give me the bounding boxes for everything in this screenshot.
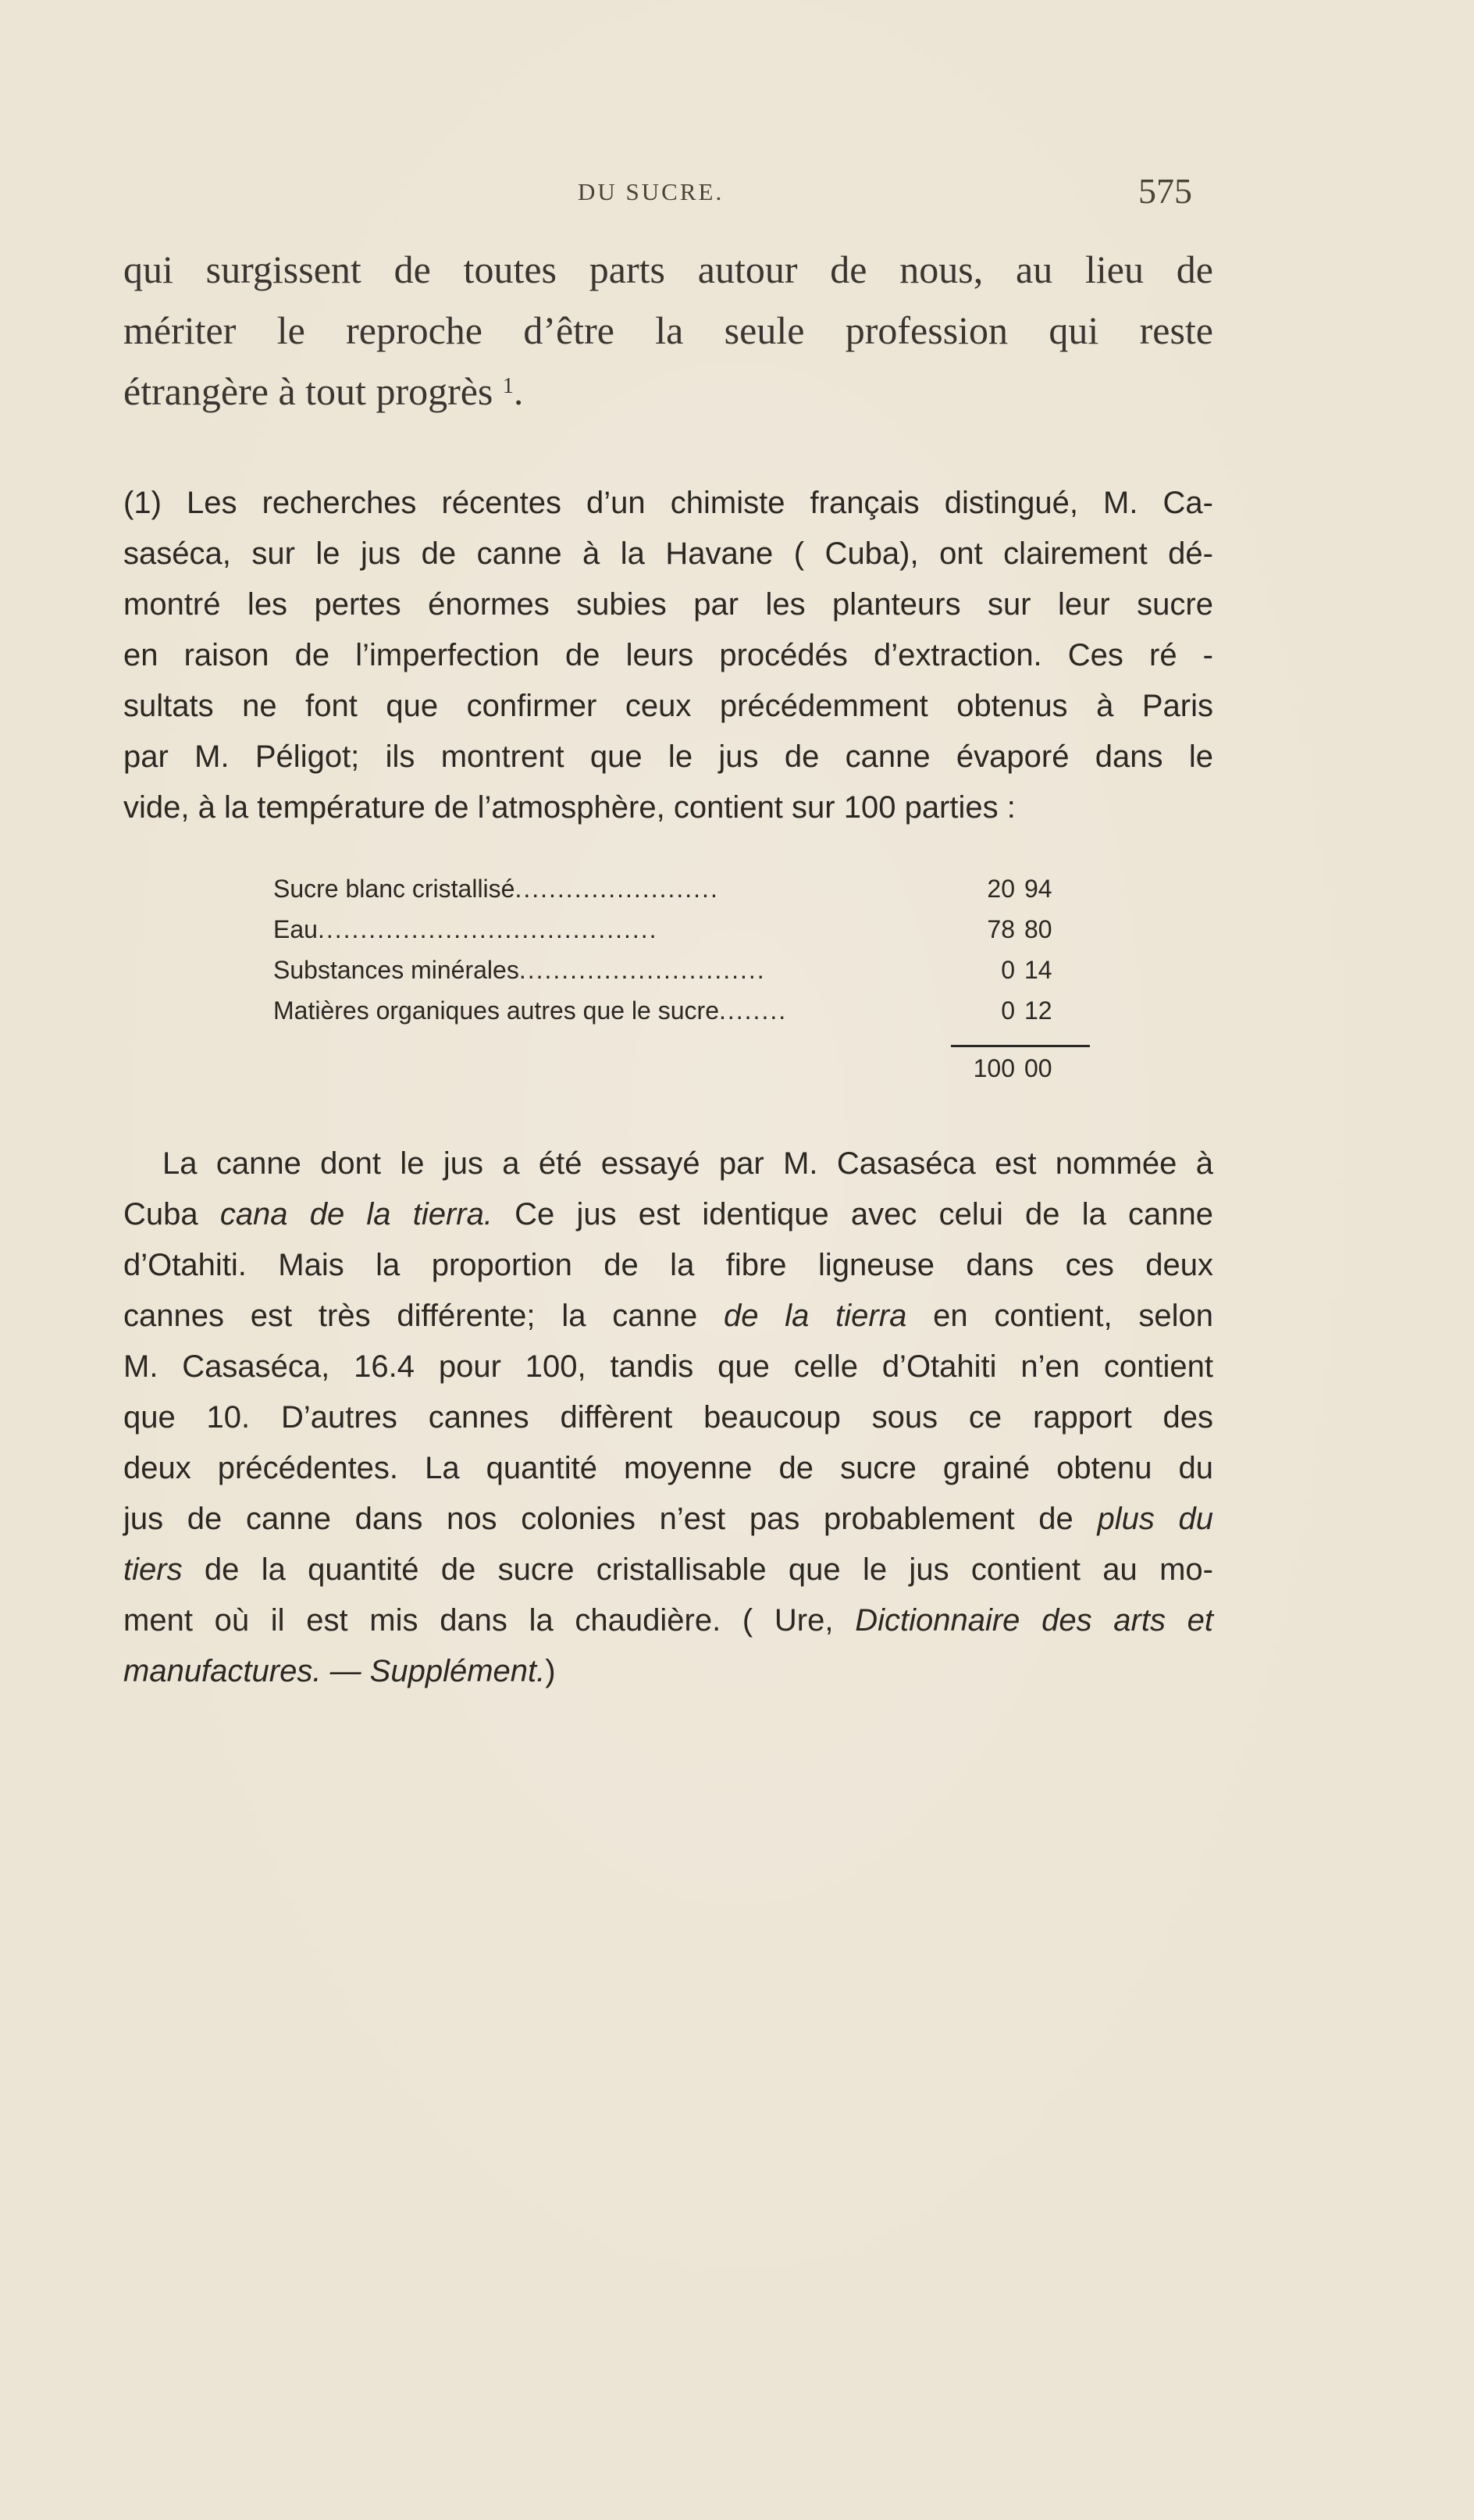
- footnote-line: deux précédentes. La quantité moyenne de sucre grainé obtenu du: [123, 1451, 1213, 1485]
- line-text: ment où il est mis dans la chaudière. ( Ure,: [123, 1603, 856, 1638]
- table-value-decimal: 94: [1024, 875, 1052, 903]
- table-row: [273, 875, 1077, 915]
- main-text: [123, 239, 1213, 422]
- table-label-text: Substances minérales: [273, 956, 519, 984]
- italic-term: plus du: [1097, 1502, 1213, 1536]
- footnote-line: que 10. D’autres cannes diffèrent beaucoup sous ce rapport des: [123, 1400, 1213, 1435]
- footnote-line: [123, 1494, 1213, 1545]
- footnote-line: par M. Péligot; ils montrent que le jus de canne évaporé dans le: [123, 740, 1213, 774]
- table-value-integer: 0: [1001, 956, 1015, 984]
- end-punctuation: .: [513, 369, 524, 413]
- footnote-line: en raison de l’imperfection de leurs procédés d’extraction. Ces ré -: [123, 638, 1213, 672]
- table-total-row: [273, 1054, 1077, 1101]
- table-total-integer: 100: [973, 1054, 1015, 1082]
- running-head: DU SUCRE.: [578, 178, 725, 205]
- footnote-line: [123, 1595, 1213, 1646]
- footnote-line: M. Casaséca, 16.4 pour 100, tandis que celle d’Otahiti n’en contient: [123, 1349, 1213, 1384]
- line-text: Ce jus est identique avec celui de la canne: [492, 1197, 1213, 1231]
- main-text-line-text: étrangère à tout progrès: [123, 369, 493, 413]
- footnote-line: montré les pertes énormes subies par les planteurs sur leur sucre: [123, 587, 1213, 622]
- footnote-line: [123, 1189, 1213, 1240]
- footnote-line: [123, 1291, 1213, 1342]
- leader-dots: ........................: [514, 875, 719, 903]
- leader-dots: ........: [718, 996, 788, 1025]
- table-row: [273, 956, 1077, 996]
- line-text: ): [545, 1654, 556, 1688]
- table-total-decimal: 00: [1024, 1054, 1052, 1082]
- leader-dots: ........................................: [317, 915, 658, 943]
- table-value-integer: 78: [987, 915, 1015, 943]
- italic-citation: Dictionnaire des arts et: [855, 1603, 1213, 1638]
- footnote-line: (1) Les recherches récentes d’un chimiste français distingué, M. Ca-: [123, 486, 1213, 520]
- composition-table: [273, 875, 1077, 1101]
- footnote-line: vide, à la température de l’atmosphère, contient sur 100 parties :: [123, 790, 1016, 825]
- main-text-line: mériter le reproche d’être la seule profession qui reste: [123, 308, 1213, 352]
- main-text-line: [123, 361, 1213, 422]
- line-text: de la quantité de sucre cristallisable que le jus contient au mo-: [182, 1552, 1213, 1587]
- leader-dots: .............................: [518, 956, 766, 984]
- line-text: Cuba: [123, 1197, 220, 1231]
- italic-term: de la tierra: [724, 1299, 907, 1333]
- page-number: 575: [1138, 171, 1192, 211]
- table-row-label: [273, 875, 913, 904]
- table-row: [273, 996, 1077, 1037]
- main-text-line: qui surgissent de toutes parts autour de nous, au lieu de: [123, 248, 1213, 291]
- total-rule: [951, 1045, 1090, 1047]
- table-row-label: [273, 956, 913, 985]
- table-label-text: Sucre blanc cristallisé: [273, 875, 515, 903]
- table-label-text: Eau: [273, 915, 318, 943]
- table-value-decimal: 14: [1024, 956, 1052, 984]
- footnote-line: d’Otahiti. Mais la proportion de la fibre ligneuse dans ces deux: [123, 1248, 1213, 1282]
- footnote-line: sultats ne font que confirmer ceux précédemment obtenus à Paris: [123, 689, 1213, 723]
- table-value-decimal: 80: [1024, 915, 1052, 943]
- italic-term: cana de la tierra.: [219, 1197, 493, 1231]
- line-text: jus de canne dans nos colonies n’est pas probablement de: [123, 1502, 1098, 1536]
- table-value-integer: 20: [987, 875, 1015, 903]
- table-row-label: [273, 915, 913, 944]
- footnote-line: [123, 1545, 1213, 1595]
- table-row-label: [273, 996, 913, 1025]
- footnote-line: saséca, sur le jus de canne à la Havane ( Cuba), ont clairement dé-: [123, 536, 1213, 571]
- italic-citation: manufactures. — Supplément.: [123, 1654, 546, 1688]
- footnote-intro: [123, 478, 1213, 833]
- table-label-text: Matières organiques autres que le sucre: [273, 996, 719, 1025]
- footnote-line: [123, 1646, 1213, 1697]
- footnote-line: La canne dont le jus a été essayé par M. Casaséca est nommée à: [162, 1146, 1213, 1181]
- table-row: [273, 915, 1077, 956]
- table-value-integer: 0: [1001, 996, 1015, 1025]
- italic-term: tiers: [123, 1552, 183, 1587]
- line-text: cannes est très différente; la canne: [123, 1299, 724, 1333]
- footnote-continuation: [123, 1139, 1213, 1697]
- table-value-decimal: 12: [1024, 996, 1052, 1025]
- footnote-reference: 1: [502, 374, 514, 398]
- line-text: en contient, selon: [906, 1299, 1213, 1333]
